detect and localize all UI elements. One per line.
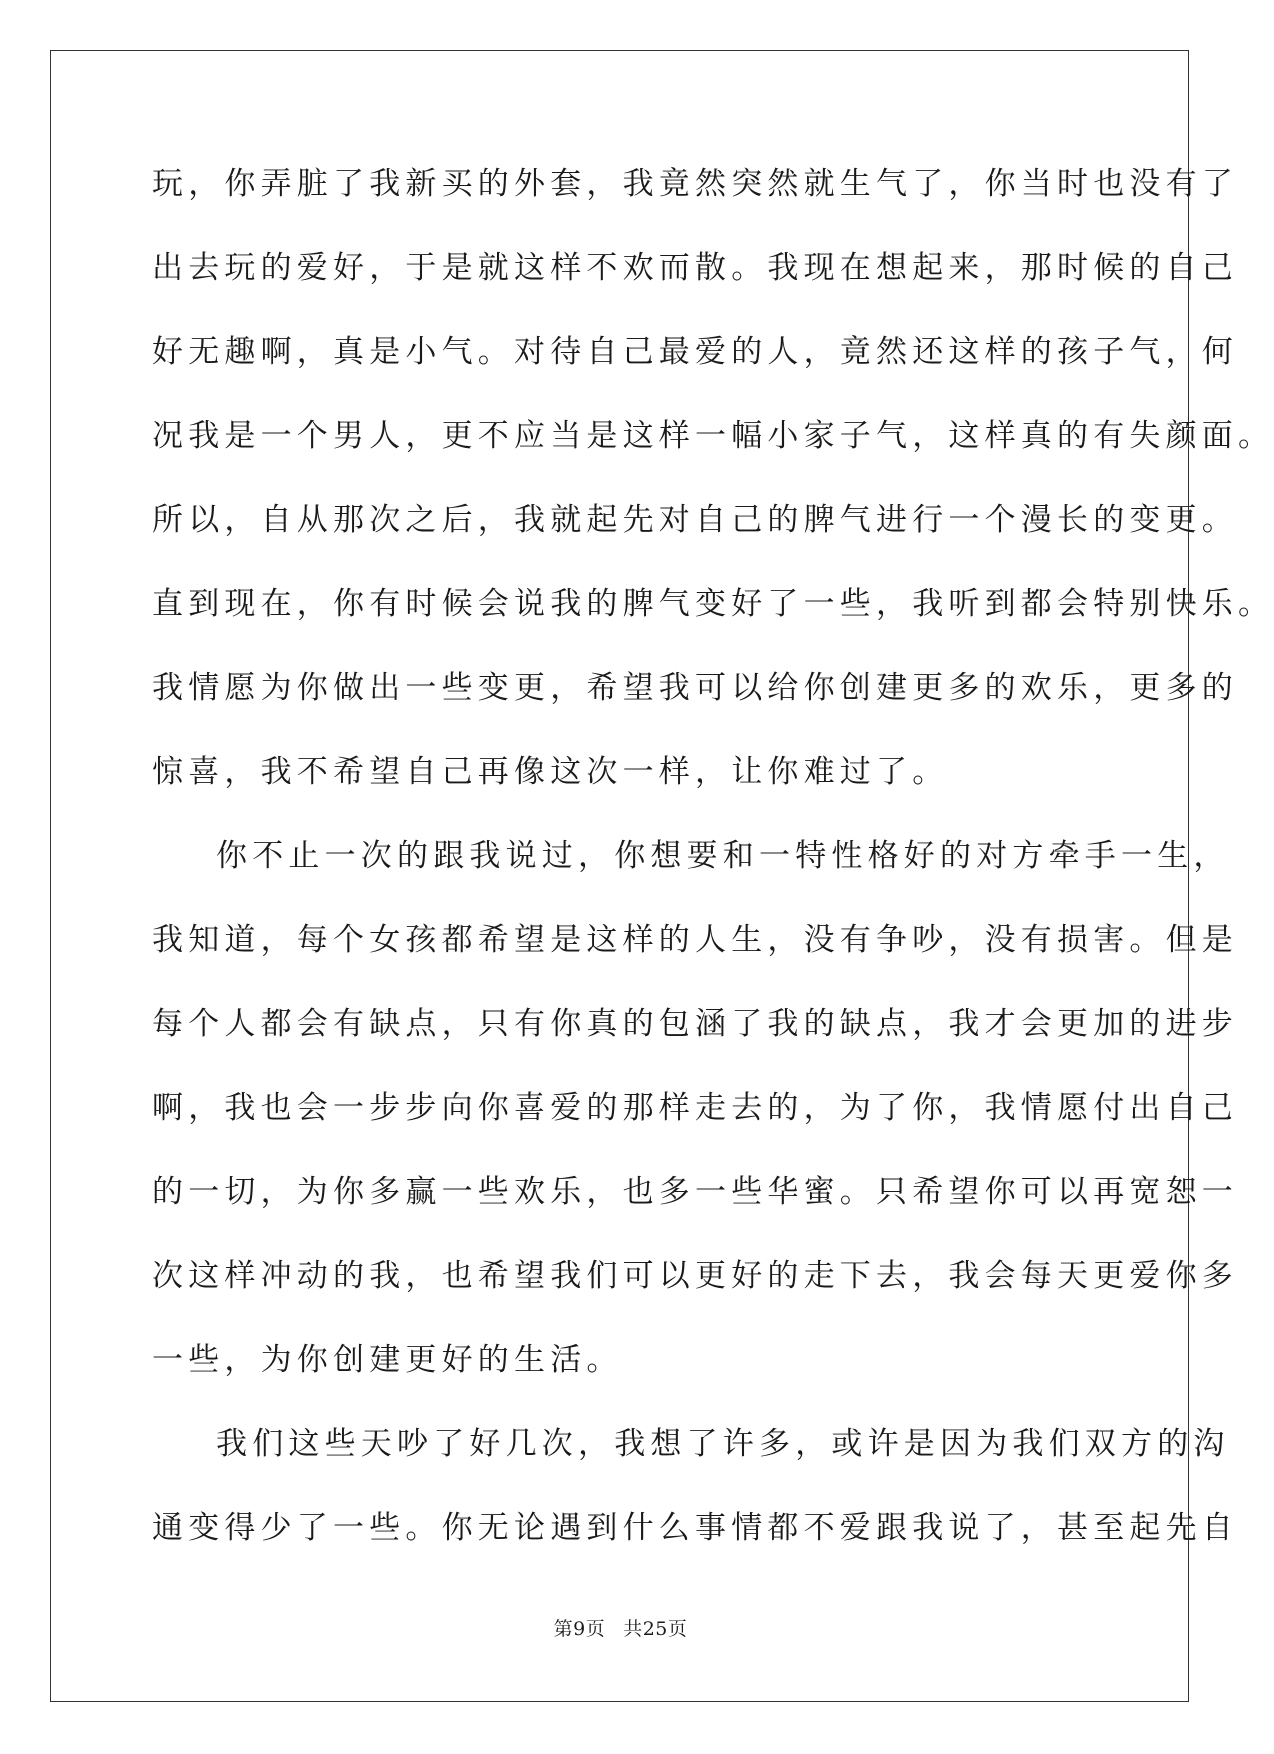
text-line: 我知道，每个女孩都希望是这样的人生，没有争吵，没有损害。但是 — [152, 922, 1238, 958]
paragraph-start-line: 你不止一次的跟我说过，你想要和一特性格好的对方牵手一生， — [216, 838, 1230, 874]
text-line: 出去玩的爱好，于是就这样不欢而散。我现在想起来，那时候的自己 — [152, 250, 1238, 286]
total-page-count: 共25页 — [623, 1618, 688, 1640]
text-line: 直到现在，你有时候会说我的脾气变好了一些，我听到都会特别快乐。 — [152, 586, 1274, 622]
text-line: 惊喜，我不希望自己再像这次一样，让你难过了。 — [152, 754, 949, 790]
paragraph-start-line: 我们这些天吵了好几次，我想了许多，或许是因为我们双方的沟 — [216, 1426, 1230, 1462]
current-page-number: 第9页 — [553, 1618, 606, 1640]
document-body — [152, 156, 1274, 1584]
page-footer — [0, 1617, 1241, 1641]
text-line: 况我是一个男人，更不应当是这样一幅小家子气，这样真的有失颜面。 — [152, 418, 1274, 454]
text-line: 通变得少了一些。你无论遇到什么事情都不爱跟我说了，甚至起先自 — [152, 1510, 1238, 1546]
text-line: 我情愿为你做出一些变更，希望我可以给你创建更多的欢乐，更多的 — [152, 670, 1238, 706]
text-line: 次这样冲动的我，也希望我们可以更好的走下去，我会每天更爱你多 — [152, 1258, 1238, 1294]
text-line: 好无趣啊，真是小气。对待自己最爱的人，竟然还这样的孩子气，何 — [152, 334, 1238, 370]
text-line: 每个人都会有缺点，只有你真的包涵了我的缺点，我才会更加的进步 — [152, 1006, 1238, 1042]
text-line: 玩，你弄脏了我新买的外套，我竟然突然就生气了，你当时也没有了 — [152, 166, 1238, 202]
text-line: 所以，自从那次之后，我就起先对自己的脾气进行一个漫长的变更。 — [152, 502, 1238, 538]
text-line: 的一切，为你多赢一些欢乐，也多一些华蜜。只希望你可以再宽恕一 — [152, 1174, 1238, 1210]
text-line: 一些，为你创建更好的生活。 — [152, 1342, 623, 1378]
text-line: 啊，我也会一步步向你喜爱的那样走去的，为了你，我情愿付出自己 — [152, 1090, 1238, 1126]
